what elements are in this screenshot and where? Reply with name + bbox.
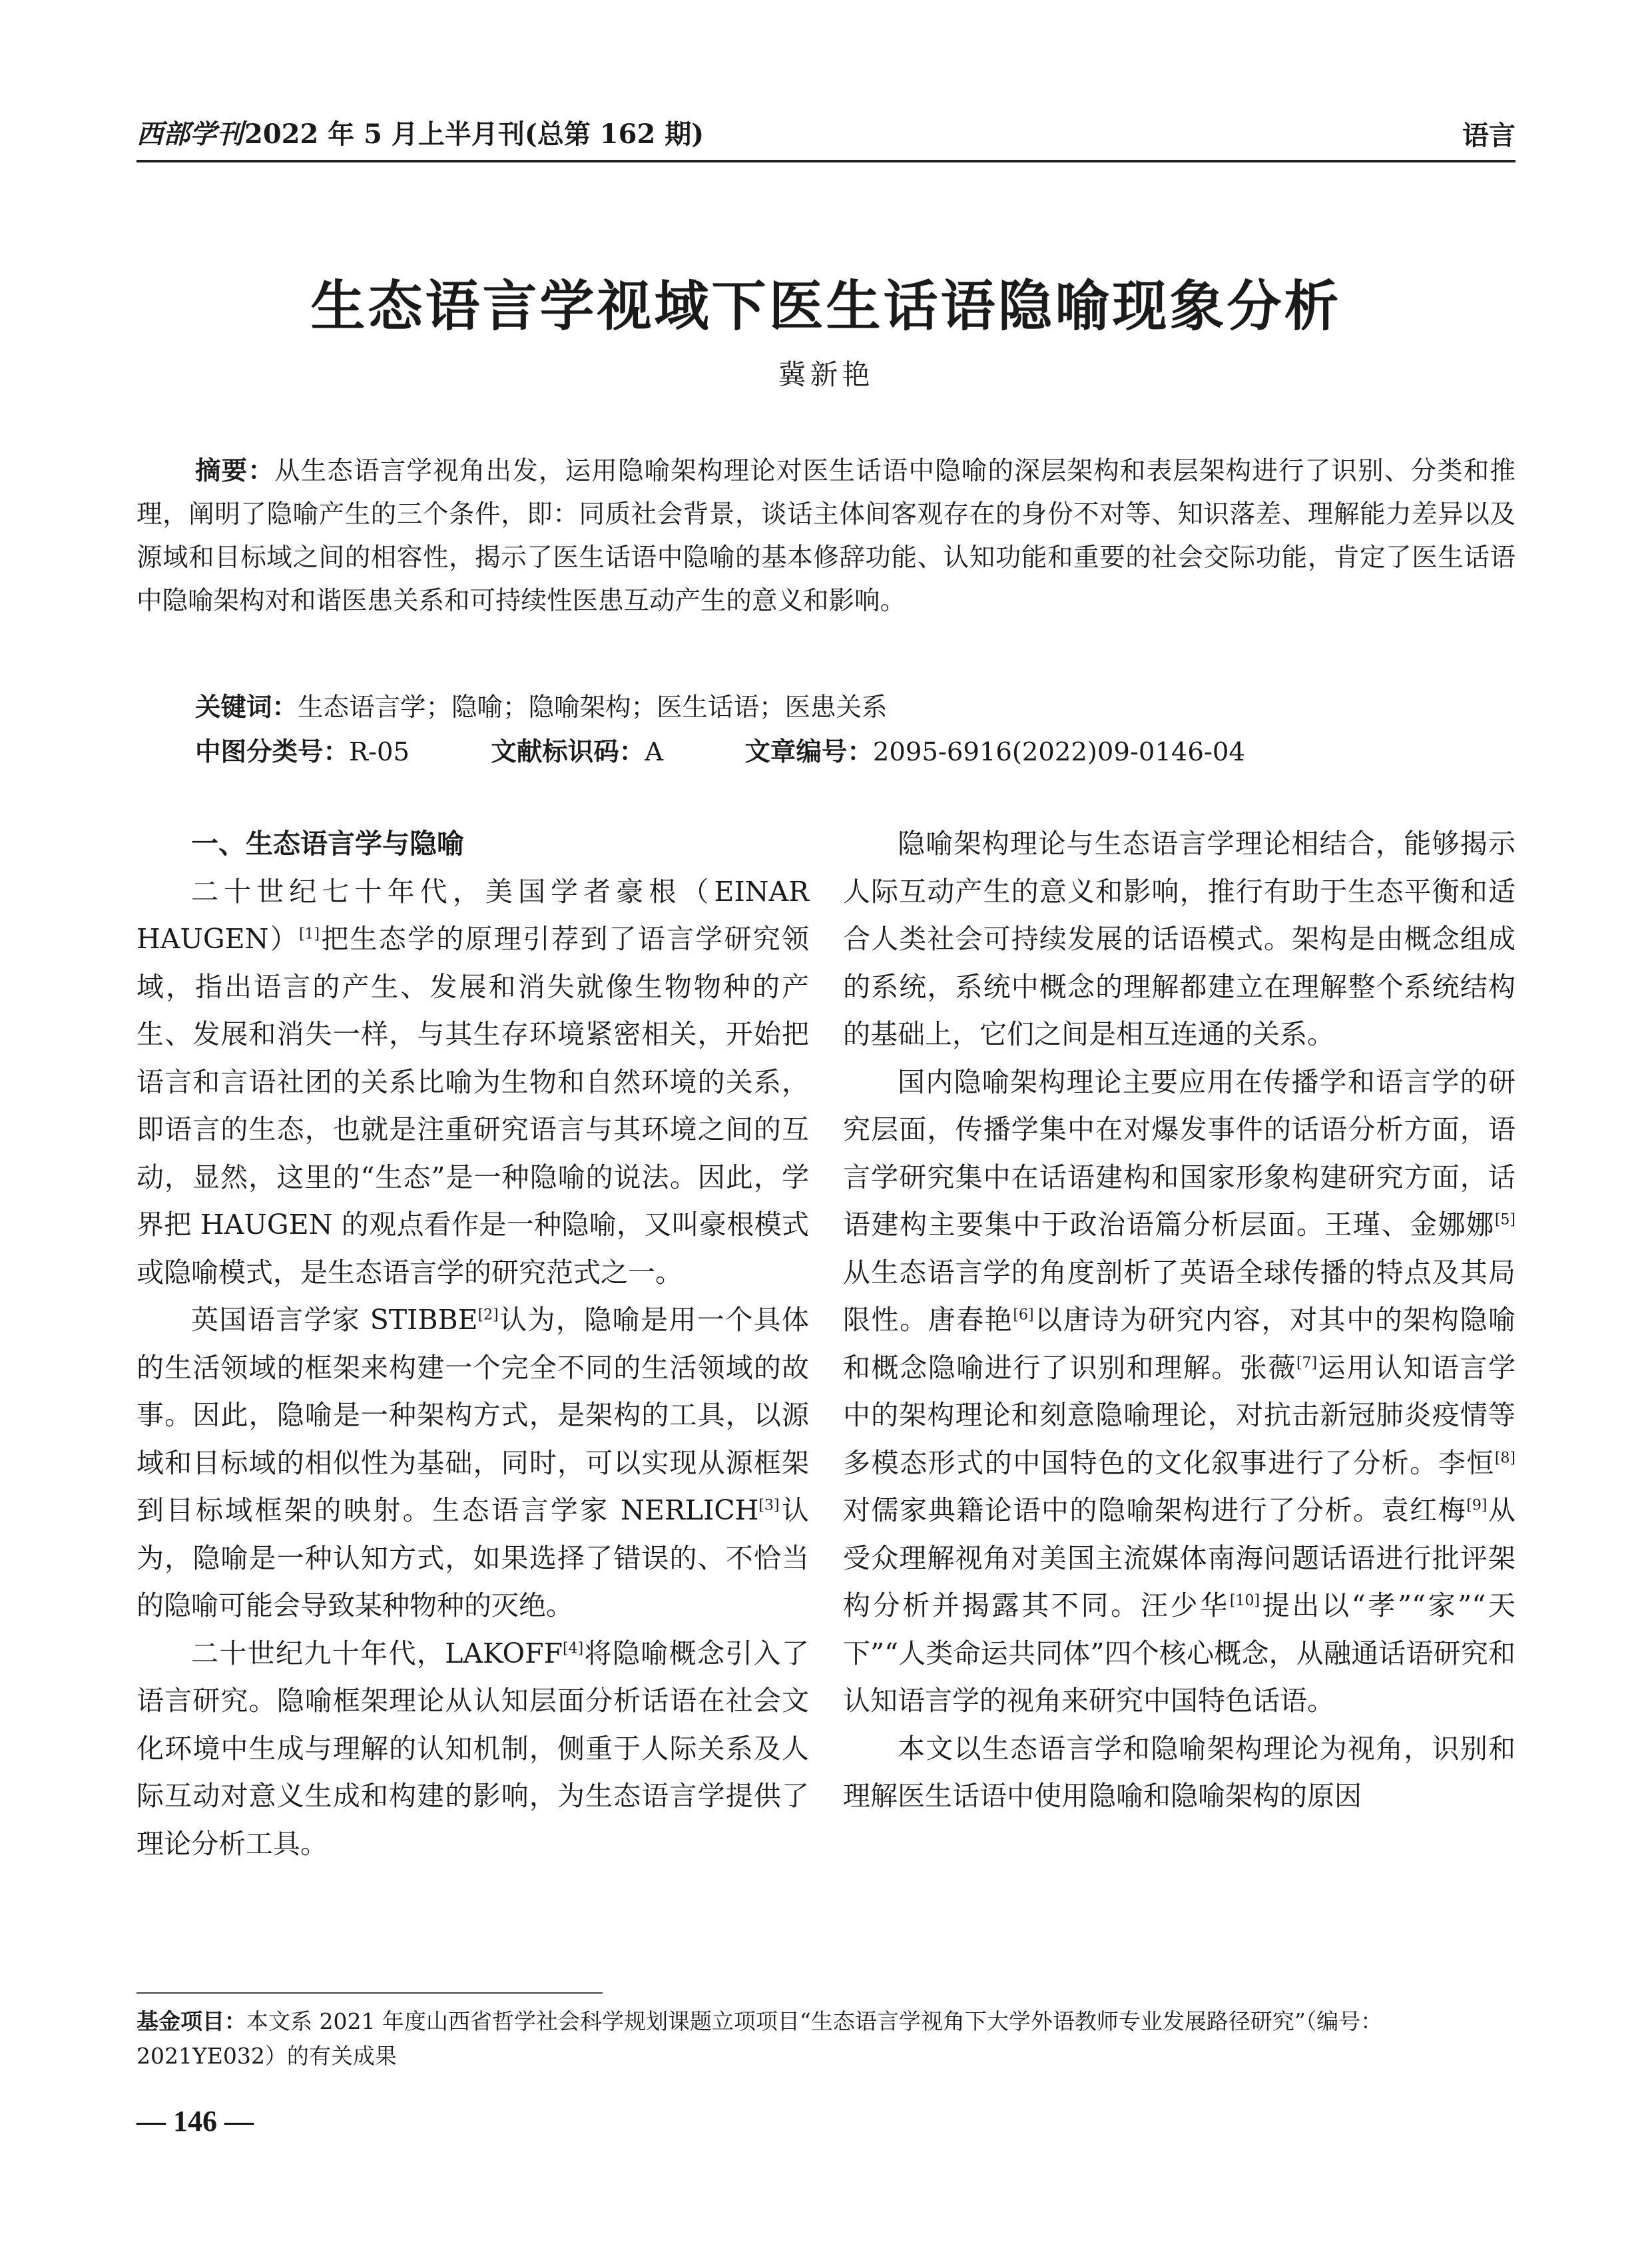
keywords-label: 关键词：	[195, 693, 298, 722]
header-rule	[137, 160, 1515, 162]
issue-info: 2022 年 5 月上半月刊(总第 162 期)	[244, 119, 704, 150]
citation-ref: [5]	[1494, 1211, 1515, 1229]
classification-line	[137, 732, 1515, 772]
clc-value: R-05	[349, 737, 410, 767]
journal-logo: 西部学刊	[137, 119, 243, 150]
keywords-text: 生态语言学；隐喻；隐喻架构；医生话语；医患关系	[298, 693, 888, 722]
paragraph: 英国语言学家 STIBBE[2]认为，隐喻是用一个具体的生活领域的框架来构建一个完全不同的生活领域的故事。因此，隐喻是一种架构方式，是架构的工具，以源域和目标域的相似性为基础，同时，可以实现从源框架到目标域框架的映射。生态语言学家 NERLICH[3]认为，隐喻是一种认知方式，如果选择了错误的、不恰当的隐喻可能会导致某种物种的灭绝。	[137, 1304, 809, 1621]
section-heading: 一、生态语言学与隐喻	[191, 828, 464, 859]
abstract	[137, 449, 1515, 623]
citation-ref: [8]	[1494, 1449, 1515, 1466]
paragraph: 国内隐喻架构理论主要应用在传播学和语言学的研究层面，传播学集中在对爆发事件的话语分析方面，语言学研究集中在话语建构和国家形象构建研究方面，话语建构主要集中于政治语篇分析层面。王瑾、金娜娜[5]从生态语言学的角度剖析了英语全球传播的特点及其局限性。唐春艳[6]以唐诗为研究内容，对其中的架构隐喻和概念隐喻进行了识别和理解。张薇[7]运用认知语言学中的架构理论和刻意隐喻理论，对抗击新冠肺炎疫情等多模态形式的中国特色的文化叙事进行了分析。李恒[8]对儒家典籍论语中的隐喻架构进行了分析。袁红梅[9]从受众理解视角对美国主流媒体南海问题话语进行批评架构分析并揭露其不同。汪少华[10]提出以“孝”“家”“天下”“人类命运共同体”四个核心概念，从融通话语研究和认知语言学的视角来研究中国特色话语。	[843, 1065, 1516, 1717]
citation-ref: [3]	[758, 1497, 780, 1514]
page-number: — 146 —	[137, 2105, 254, 2137]
funding-text: 本文系 2021 年度山西省哲学社会科学规划课题立项项目“生态语言学视角下大学外语教师专业发展路径研究”（编号：2021YE032）的有关成果	[137, 2008, 1383, 2069]
footnote-rule	[137, 1992, 603, 1994]
citation-ref: [9]	[1466, 1497, 1488, 1514]
left-column	[137, 820, 809, 1868]
abstract-text: 从生态语言学视角出发，运用隐喻架构理论对医生话语中隐喻的深层架构和表层架构进行了识别、分类和推理，阐明了隐喻产生的三个条件，即：同质社会背景，谈话主体间客观存在的身份不对等、知识落差、理解能力差异以及源域和目标域之间的相容性，揭示了医生话语中隐喻的基本修辞功能、认知功能和重要的社会交际功能，肯定了医生话语中隐喻架构对和谐医患关系和可持续性医患互动产生的意义和影响。	[137, 456, 1515, 616]
citation-ref: [1]	[298, 926, 320, 943]
right-column	[843, 820, 1515, 1821]
funding-label: 基金项目：	[137, 2009, 246, 2034]
citation-ref: [6]	[1013, 1306, 1034, 1324]
running-header	[137, 113, 704, 151]
doc-code-label: 文献标识码：	[491, 738, 645, 766]
article-number-value: 2095-6916(2022)09-0146-04	[872, 737, 1245, 767]
citation-ref: [4]	[563, 1639, 584, 1657]
paragraph: 二十世纪七十年代，美国学者豪根（EINAR HAUGEN）[1]把生态学的原理引荐到了语言学研究领域，指出语言的产生、发展和消失就像生物物种的产生、发展和消失一样，与其生存环境紧密相关，开始把语言和言语社团的关系比喻为生物和自然环境的关系，即语言的生态，也就是注重研究语言与其环境之间的互动，显然，这里的“生态”是一种隐喻的说法。因此，学界把 HAUGEN 的观点看作是一种隐喻，又叫豪根模式或隐喻模式，是生态语言学的研究范式之一。	[137, 875, 809, 1288]
paragraph: 隐喻架构理论与生态语言学理论相结合，能够揭示人际互动产生的意义和影响，推行有助于生态平衡和适合人类社会可持续发展的话语模式。架构是由概念组成的系统，系统中概念的理解都建立在理解整个系统结构的基础上，它们之间是相互连通的关系。	[843, 828, 1515, 1050]
funding-note	[137, 2004, 1515, 2074]
article-author: 冀新艳	[778, 358, 874, 391]
keywords	[137, 688, 1515, 728]
paragraph: 二十世纪九十年代，LAKOFF[4]将隐喻概念引入了语言研究。隐喻框架理论从认知层面分析话语在社会文化环境中生成与理解的认知机制，侧重于人际关系及人际互动对意义生成和构建的影响，为生态语言学提供了理论分析工具。	[137, 1637, 810, 1860]
abstract-label: 摘要：	[195, 457, 275, 485]
citation-ref: [7]	[1296, 1354, 1318, 1371]
article-title: 生态语言学视域下医生话语隐喻现象分析	[310, 274, 1342, 338]
section-label: 语言	[1462, 120, 1515, 151]
doc-code-value: A	[645, 737, 664, 767]
citation-ref: [10]	[1229, 1592, 1260, 1609]
clc-label: 中图分类号：	[195, 738, 350, 766]
paragraph: 本文以生态语言学和隐喻架构理论为视角，识别和理解医生话语中使用隐喻和隐喻架构的原因	[843, 1732, 1515, 1812]
citation-ref: [2]	[477, 1306, 499, 1324]
article-number-label: 文章编号：	[744, 738, 873, 766]
